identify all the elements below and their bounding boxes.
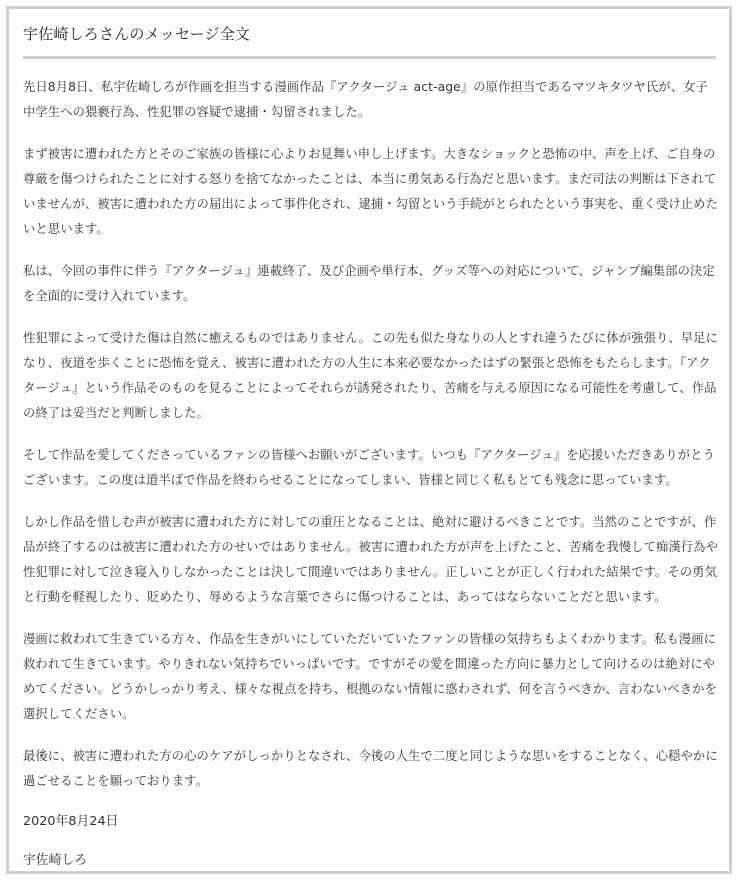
paragraph-4: 性犯罪によって受けた傷は自然に癒えるものではありません。この先も似た身なりの人とすれ違うたびに体が強張り、早足になり、夜道を歩くことに恐怖を覚え、被害に遭われた方の人生に本来必要なかったはずの緊張と恐怖をもたらします。『アクタージュ』という作品そのものを見ることによってそれらが誘発されたり、苦痛を与える原因になる可能性を考慮して、作品の終了は妥当だと判断しました。 xyxy=(23,331,718,420)
page-title: 宇佐崎しろさんのメッセージ全文 xyxy=(23,25,251,43)
message-date: 2020年8月24日 xyxy=(23,814,119,829)
paragraph-6: しかし作品を惜しむ声が被害に遭われた方に対しての重圧となることは、絶対に避けるべきことです。当然のことですが、作品が終了するのは被害に遭われた方のせいではありません。被害に遭われた方が声を上げたこと、苦痛を我慢して痴漢行為や性犯罪に対して泣き寝入りしなかったことは決して間違いではありません。正しいことが正しく行われた結果です。その勇気と行動を軽視したり、貶めたり、辱めるような言葉でさらに傷つけることは、あってはならないことだと思います。 xyxy=(23,515,718,604)
author-signature: 宇佐崎しろ xyxy=(23,853,87,868)
message-frame xyxy=(6,6,732,874)
paragraph-7: 漫画に救われて生きている方々、作品を生きがいにしていただいていたファンの皆様の気持ちもよくわかります。私も漫画に救われて生きています。やりきれない気持ちでいっぱいです。ですがその愛を間違った方向に暴力として向けるのは絶対にやめてください。どうかしっかり考え、様々な視点を持ち、根拠のない情報に惑わされず、何を言うべきか、言わないべきかを選択してください。 xyxy=(23,632,717,721)
paragraph-2: まず被害に遭われた方とそのご家族の皆様に心よりお見舞い申し上げます。大きなショックと恐怖の中、声を上げ、ご自身の尊厳を傷つけられたことに対する怒りを捨てなかったことは、本当に勇気ある行為だと思います。まだ司法の判断は下されていませんが、被害に遭われた方の届出によって事件化され、逮捕・勾留という手続がとられたという事実を、重く受け止めたいと思います。 xyxy=(23,147,718,236)
paragraph-1: 先日8月8日、私宇佐崎しろが作画を担当する漫画作品『アクタージュ act-age』の原作担当であるマツキタツヤ氏が、女子中学生への猥褻行為、性犯罪の容疑で逮捕・勾留されました。 xyxy=(23,80,708,119)
paragraph-3: 私は、今回の事件に伴う『アクタージュ』連載終了、及び企画や単行本、グッズ等への対応について、ジャンプ編集部の決定を全面的に受け入れています。 xyxy=(23,264,715,303)
paragraph-5: そして作品を愛してくださっているファンの皆様へお願いがございます。いつも『アクタージュ』を応援いただきありがとうございます。この度は道半ばで作品を終わらせることになってしまい、皆様と同じく私もとても残念に思っています。 xyxy=(23,448,715,487)
message-body xyxy=(23,75,720,889)
title-divider xyxy=(23,56,716,59)
paragraph-8: 最後に、被害に遭われた方の心のケアがしっかりとなされ、今後の人生で二度と同じような思いをすることなく、心穏やかに過ごせることを願っております。 xyxy=(23,749,718,788)
